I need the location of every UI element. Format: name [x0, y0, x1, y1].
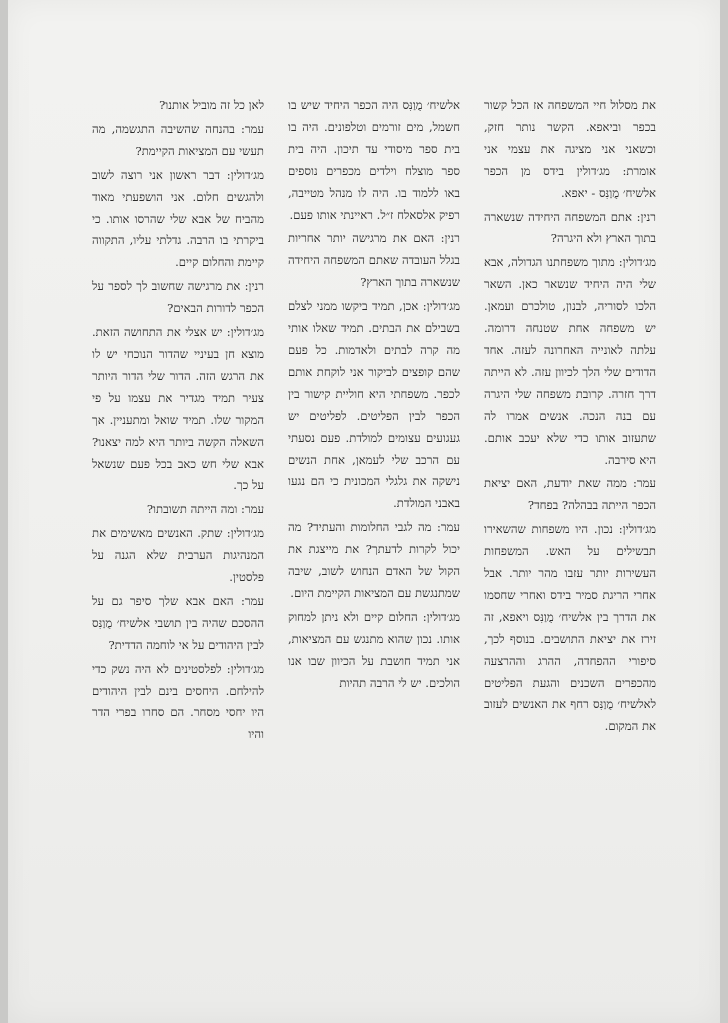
text-column-right: [484, 95, 656, 746]
paragraph: עמר: ממה שאת יודעת, האם יציאת הכפר הייתה בבהלה? בפחד?: [484, 476, 656, 513]
paragraph: מג׳דולין: דבר ראשון אני רוצה לשוב ולהגשים חלום. אני הושפעתי מאוד מהביח של אבא שלי שהרסו אותו. כי ביקרתי בו הרבה. גדלתי עליו, התקווה קיימת והחלום קיים.: [92, 167, 264, 270]
paragraph: עמר: בהנחה שהשיבה התגשמה, מה תעשי עם המציאות הקיימת?: [92, 121, 264, 158]
paragraph: רנין: אתם המשפחה היחידה שנשארה בתוך הארץ ולא היגרה?: [484, 209, 656, 246]
text-column-middle: [288, 95, 460, 746]
paragraph: מג׳דולין: מתוך משפחתנו הגדולה, אבא שלי היה היחיד שנשאר כאן. השאר הלכו לסוריה, לבנון, טולכרם ועמאן. יש משפחה אחת שטנחה דרומה. עלתה לאונייה האחרונה לעזה. אחד הדודים שלי הלך לכיוון עזה. לא הייתה דרך חזרה. קרובת משפחה שלי היגרה עם בנה הנכה. אנשים אמרו לה שתעזוב אותו כדי שלא יעכב אותם. היא סירבה.: [484, 255, 656, 467]
paragraph: רנין: את מרגישה שחשוב לך לספר על הכפר לדורות הבאים?: [92, 279, 264, 316]
text-page: [90, 95, 656, 746]
paragraph: מג׳דולין: אכן, תמיד ביקשו ממני לצלם בשבילם את הבתים. תמיד שאלו אותי מה קרה לבתים ולאדמות. כל פעם שהם קופצים לביקור אני לוקחת אותם לכפר. משפחתי היא חוליית קישור בין הכפר לבין הפליטים. לפליטים יש געגועים עצומים למולדת. פעם נסעתי עם הרכב שלי לעמאן, אחת הנשים נישקה את גלגלי המכונית כי הם נגעו באבני המולדת.: [288, 299, 460, 511]
paragraph: עמר: ומה הייתה תשובתו?: [146, 502, 264, 517]
paragraph: עמר: האם אבא שלך סיפר גם על ההסכם שהיה בין תושבי אלשיח׳ מֻוַנִּס לבין היהודים על אי לוחמה הדדית?: [92, 593, 264, 652]
paper-sheet: [8, 0, 720, 1023]
paragraph: עמר: מה לגבי החלומות והעתיד? מה יכול לקרות לדעתך? את מייצגת את הקול של האדם הנחוש לשוב, שיבה שמתנגשת עם המציאות הקיימת היום.: [288, 520, 460, 600]
paragraph: רנין: האם את מרגישה יותר אחריות בגלל העובדה שאתם המשפחה היחידה שנשארה בתוך הארץ?: [288, 231, 460, 290]
paragraph: מג׳דולין: החלום קיים ולא ניתן למחוק אותו. נכון שהוא מתנגש עם המציאות, אני תמיד חושבת על הכיוון שבו אנו הולכים. יש לי הרבה תהיות: [288, 609, 460, 690]
paragraph: מג׳דולין: שתק. האנשים מאשימים את המנהיגות הערבית שלא הגנה על פלסטין.: [92, 526, 264, 585]
paragraph: מג׳דולין: נכון. היו משפחות שהשאירו תבשילים על האש. המשפחות העשירות יותר עזבו מהר יותר. אבל אחרי הריגת סמיר בידס ואחרי שחסמו את הדרך בין אלשיח׳ מֻוַנִּס ויאפא, זה זירז את יציאת התושבים. בנוסף לכך, סיפורי ההפחדה, ההרג וההרצעה מהכפרים השכנים והגעת הפליטים לאלשיח׳ מֻוַנִּס רחף את האנשים לעזוב את המקום.: [484, 522, 656, 734]
paragraph: לאן כל זה מוביל אותנו?: [159, 98, 264, 112]
paragraph: את מסלול חיי המשפחה אז הכל קשור בכפר וביאפא. הקשר נותר חזק, וכשאני אני מציגה את עצמי אני אומרת: מג׳דולין בידס מן הכפר אלשיח׳ מֻוַנִּס - יאפא.: [484, 98, 656, 200]
paragraph: אלשיח׳ מֻוַנִּס היה הכפר היחיד שיש בו חשמל, מים זורמים וטלפונים. היה בו בית ספר מיסודי עד תיכון. היה בית ספר מוצלח וילדים מכפרים נוספים באו ללמוד בו. היה לו מנהל מטייבה, רפיק אלסאלח ז״ל. ראיינתי אותו פעם.: [288, 98, 460, 222]
paragraph: מג׳דולין: לפלסטינים לא היה נשק כדי להילחם. היחסים בינם לבין היהודים היו יחסי מסחר. הם סחרו בפרי הדר והיו: [92, 661, 264, 742]
paragraph: מג׳דולין: יש אצלי את התחושה הזאת. מוצא חן בעיניי שהדור הנוכחי יש לו את הרגש הזה. הדור שלי הדור היותר צעיר תמיד מגדיר את עצמו על פי המקור שלו. תמיד שואל ומתעניין. אך השאלה הקשה ביותר היא למה יצאנו? אבא שלי חש כאב בכל פעם שנשאל על כך.: [92, 325, 264, 493]
text-column-left: [92, 95, 264, 746]
